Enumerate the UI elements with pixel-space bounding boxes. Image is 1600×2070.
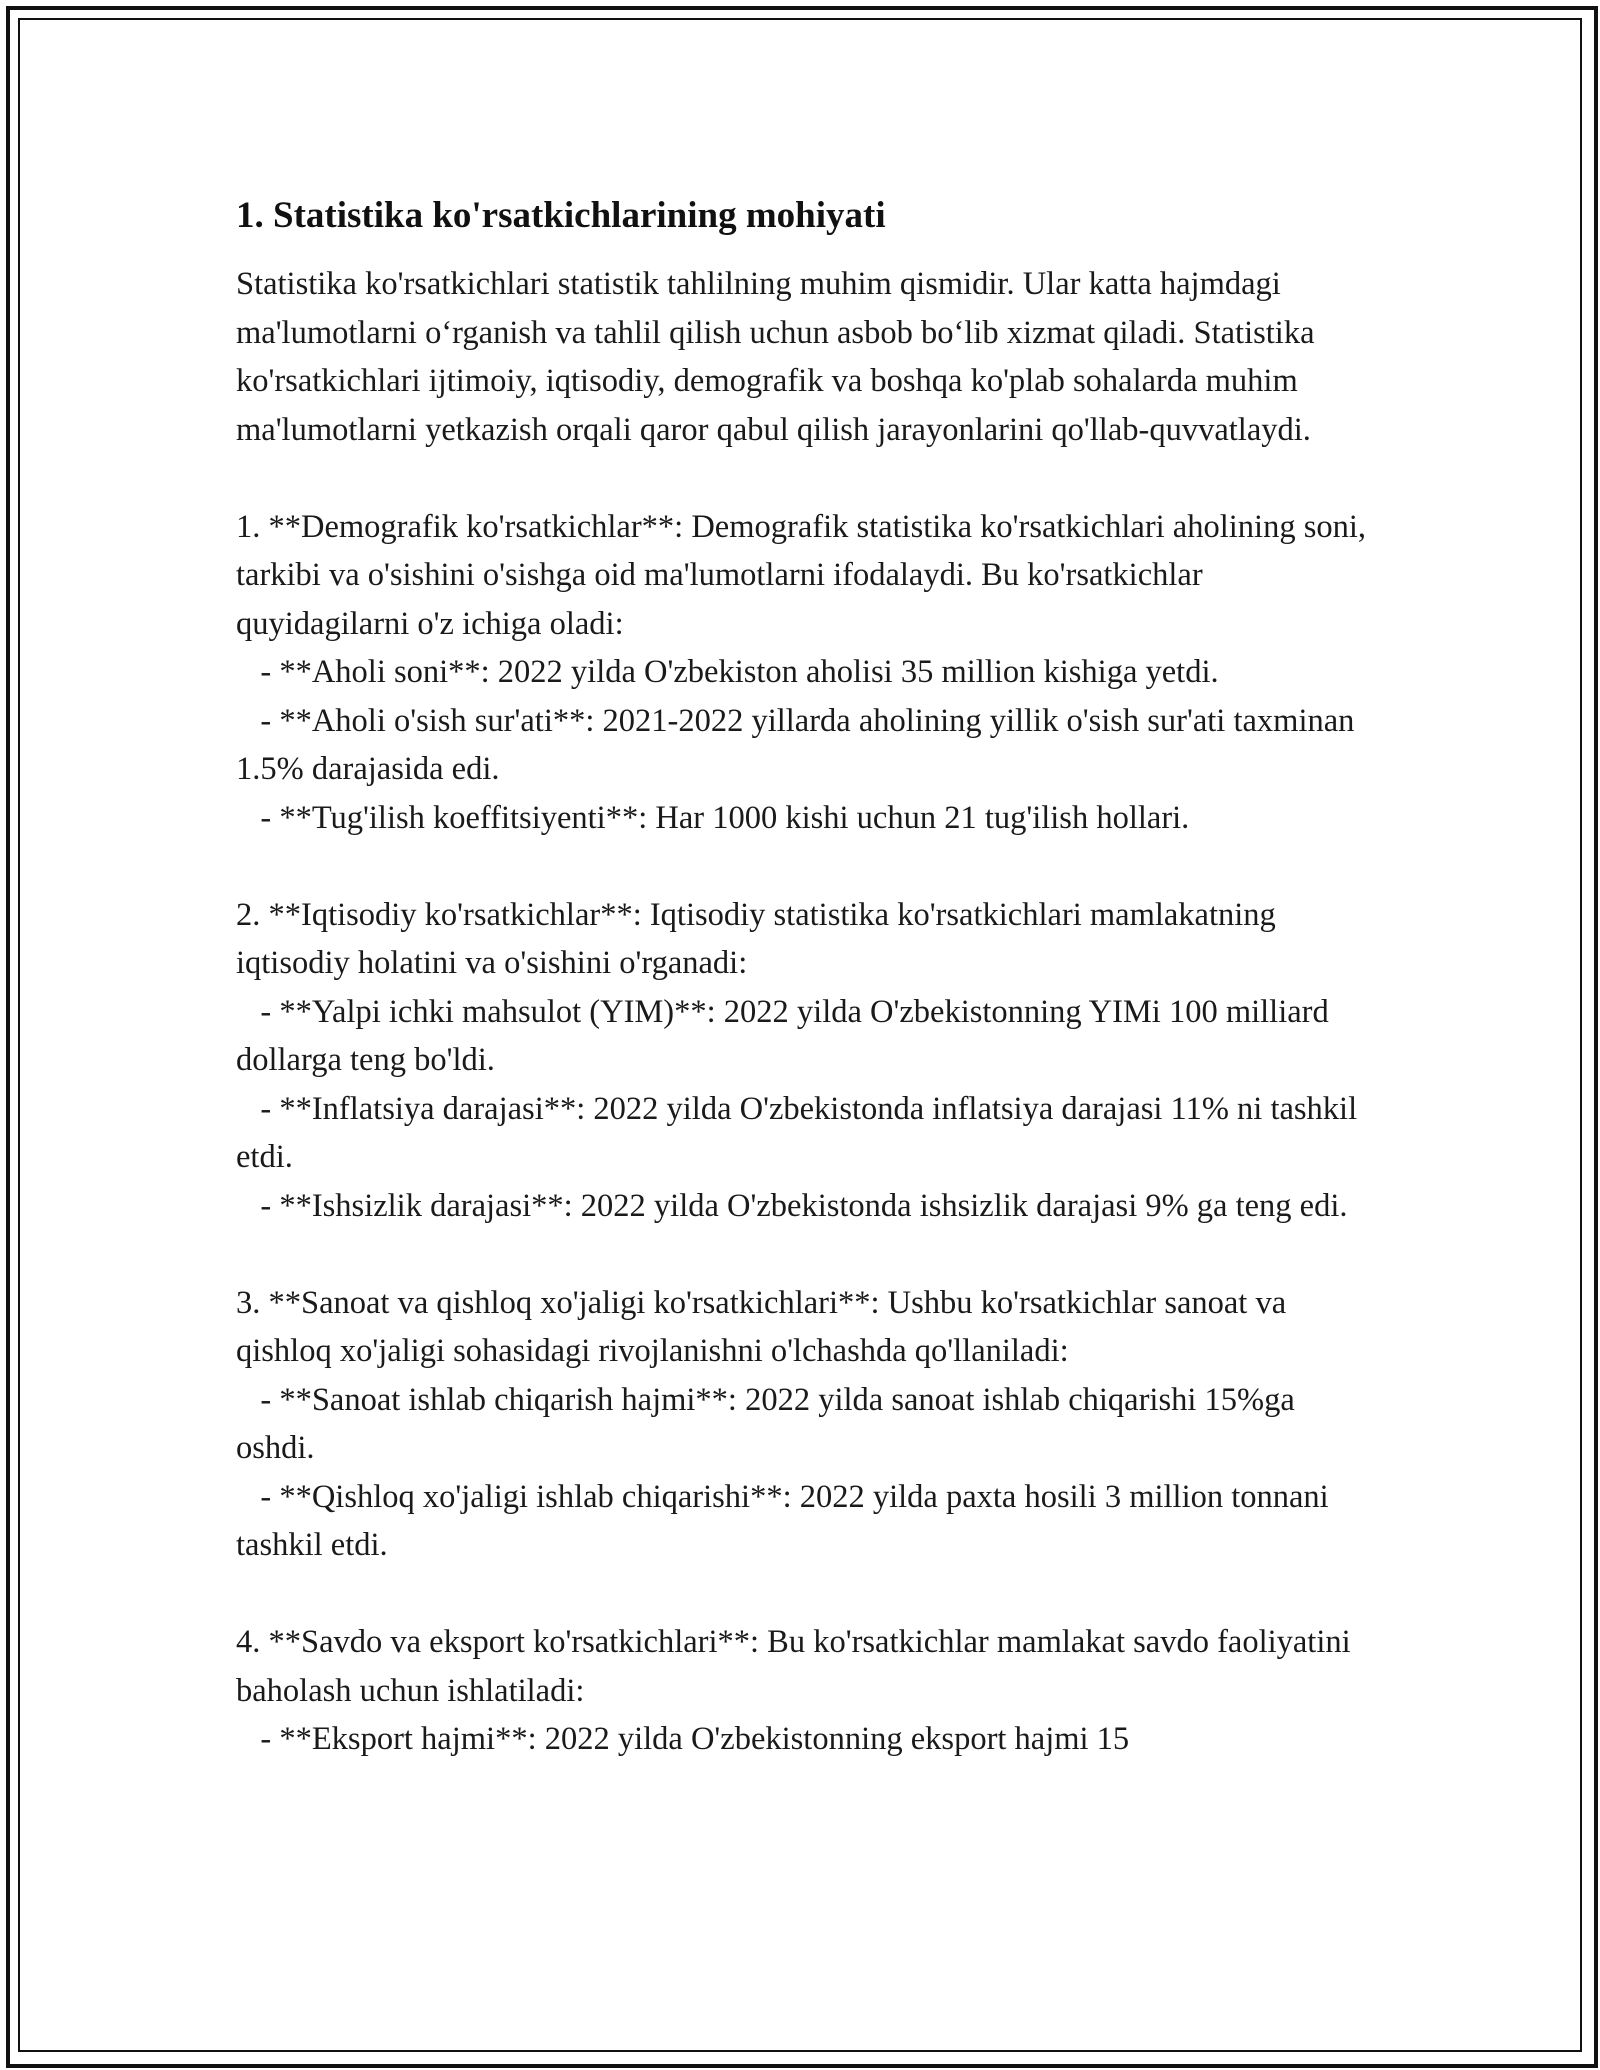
list-item: - **Inflatsiya darajasi**: 2022 yilda O'zbekistonda inflatsiya darajasi 11% ni tashkil etdi.	[236, 1090, 1366, 1175]
document-title: 1. Statistika ko'rsatkichlarining mohiyati	[236, 195, 886, 236]
list-item: - **Qishloq xo'jaligi ishlab chiqarishi**: 2022 yilda paxta hosili 3 million tonnani tashkil etdi.	[236, 1478, 1337, 1563]
list-item: - **Aholi o'sish sur'ati**: 2021-2022 yillarda aholining yillik o'sish sur'ati taxminan 1.5% darajasida edi.	[236, 702, 1363, 787]
list-item: - **Sanoat ishlab chiqarish hajmi**: 2022 yilda sanoat ishlab chiqarishi 15%ga oshdi.	[236, 1381, 1303, 1466]
paragraph-gap	[236, 842, 1376, 891]
section-economic	[236, 891, 1376, 1231]
section-heading: 4. **Savdo va eksport ko'rsatkichlari**: Bu ko'rsatkichlar mamlakat savdo faoliyatini baholash uchun ishlatiladi:	[236, 1624, 1359, 1709]
list-item: - **Aholi soni**: 2022 yilda O'zbekiston aholisi 35 million kishiga yetdi.	[236, 654, 1219, 690]
section-heading: 2. **Iqtisodiy ko'rsatkichlar**: Iqtisodiy statistika ko'rsatkichlari mamlakatning iqtisodiy holatini va o'sishini o'rganadi:	[236, 896, 1284, 981]
list-item: - **Yalpi ichki mahsulot (YIM)**: 2022 yilda O'zbekistonning YIMi 100 milliard dollarga teng bo'ldi.	[236, 993, 1337, 1078]
section-industry-agriculture	[236, 1279, 1376, 1570]
section-heading: 1. **Demografik ko'rsatkichlar**: Demografik statistika ko'rsatkichlari aholining soni, tarkibi va o'sishini o'sishga oid ma'lumotlarni ifodalaydi. Bu ko'rsatkichlar quyidagilarni o'z ichiga oladi:	[236, 508, 1375, 642]
paragraph-gap	[236, 1570, 1376, 1619]
section-trade-export	[236, 1618, 1376, 1764]
paragraph-gap	[236, 454, 1376, 503]
section-heading: 3. **Sanoat va qishloq xo'jaligi ko'rsatkichlari**: Ushbu ko'rsatkichlar sanoat va qishloq xo'jaligi sohasidagi rivojlanishni o'lchashda qo'llaniladi:	[236, 1284, 1295, 1369]
list-item: - **Eksport hajmi**: 2022 yilda O'zbekistonning eksport hajmi 15	[236, 1721, 1130, 1757]
list-item: - **Ishsizlik darajasi**: 2022 yilda O'zbekistonda ishsizlik darajasi 9% ga teng edi.	[236, 1187, 1348, 1224]
document-page	[236, 186, 1376, 1764]
section-demographic	[236, 503, 1376, 843]
list-item: - **Tug'ilish koeffitsiyenti**: Har 1000 kishi uchun 21 tug'ilish hollari.	[236, 799, 1190, 836]
paragraph-gap	[236, 1230, 1376, 1279]
intro-paragraph: Statistika ko'rsatkichlari statistik tahlilning muhim qismidir. Ular katta hajmdagi ma'lumotlarni o‘rganish va tahlil qilish uchun asbob bo‘lib xizmat qiladi. Statistika ko'rsatkichlari ijtimoiy, iqtisodiy, demografik va boshqa ko'plab sohalarda muhim ma'lumotlarni yetkazish orqali qaror qabul qilish jarayonlarini qo'llab-quvvatlaydi.	[236, 266, 1323, 448]
